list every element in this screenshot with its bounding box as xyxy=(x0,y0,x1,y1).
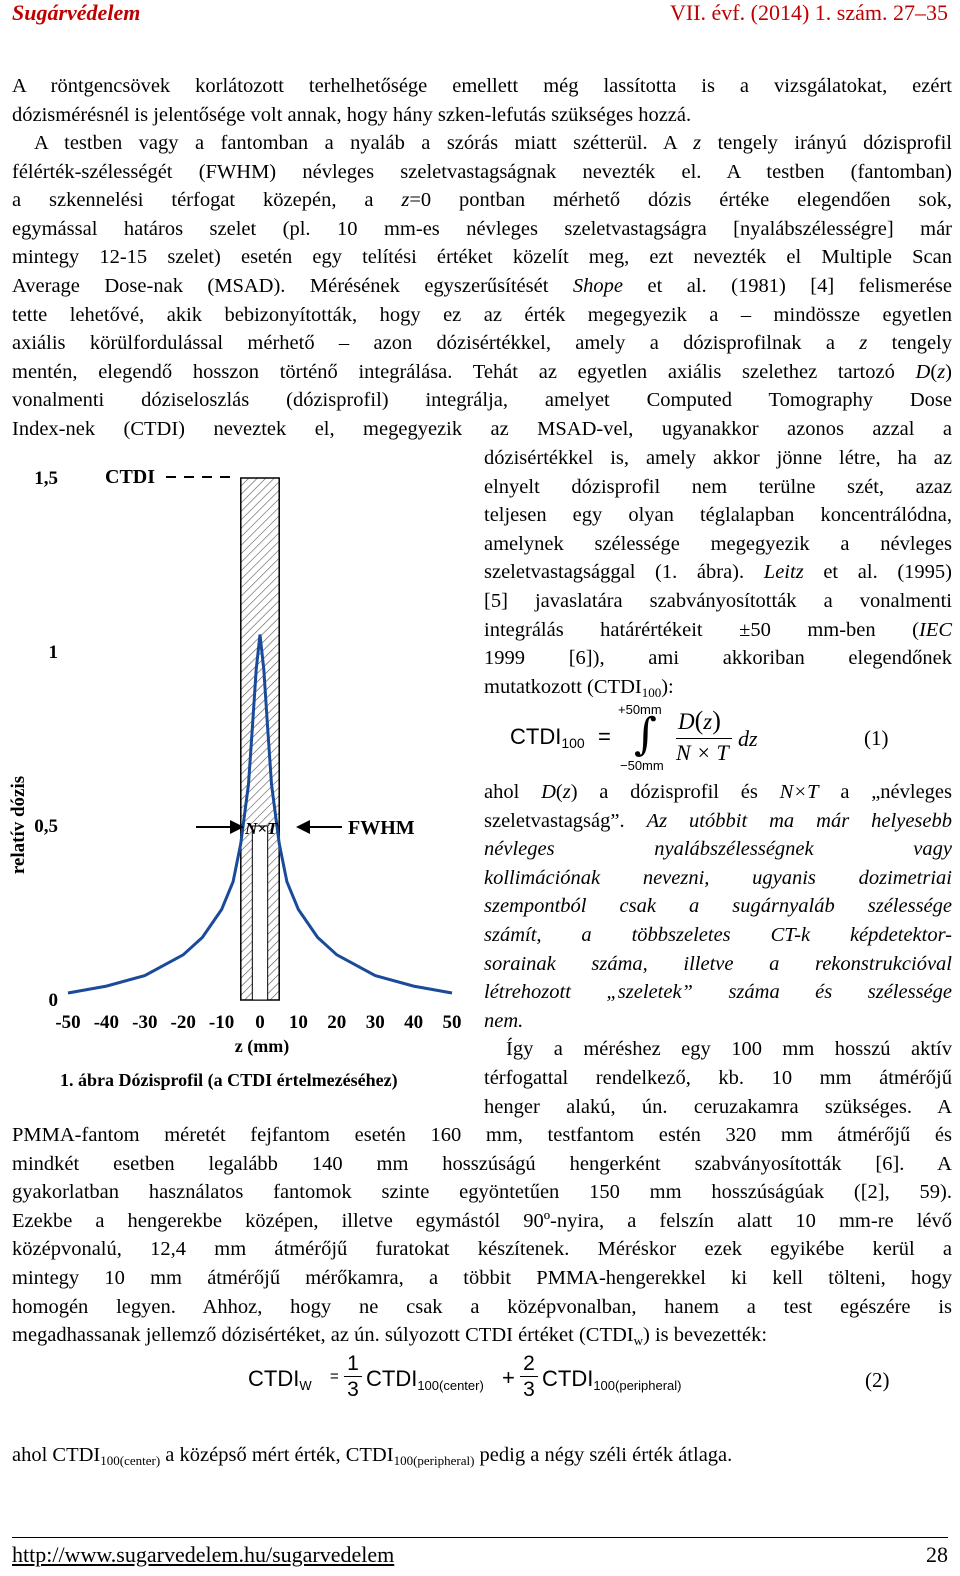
eq2-number: (2) xyxy=(865,1368,890,1392)
ctdi-rectangle xyxy=(241,478,279,1000)
text-line: létrehozott „szeletek” száma és szélessége xyxy=(484,981,952,1004)
eq2-fraction-2: 2 3 xyxy=(520,1352,538,1403)
left-arrow xyxy=(196,820,244,834)
y-tick-label: 1 xyxy=(48,642,58,663)
eq1-equals: = xyxy=(598,724,611,749)
text-line: mintegy 12-15 szelet) esetén egy telítési értéket közelít meg, ezt nevezték el Multiple Scan xyxy=(12,246,952,269)
text-line: A röntgencsövek korlátozott terhelhetősége emellett még lassította is a vizsgálatokat, ezért xyxy=(12,75,952,97)
page-number: 28 xyxy=(926,1542,948,1567)
text-line: teljesen egy olyan téglalapban koncentrálódna, xyxy=(484,504,952,527)
text-line: kollimációnak nevezni, ugyanis dozimetriai xyxy=(484,866,952,889)
x-tick-label: -10 xyxy=(208,1012,235,1033)
issue-info: VII. évf. (2014) 1. szám. 27–35 xyxy=(670,0,948,25)
figure-caption: 1. ábra Dózisprofil (a CTDI értelmezéséhez) xyxy=(60,1070,398,1090)
text-line: névleges nyalábszélességnek vagy xyxy=(484,838,952,861)
text-line: [5] javaslatára szabványosították a vonalmenti xyxy=(484,589,952,612)
x-tick-label: 20 xyxy=(327,1012,347,1033)
text-line: Ezekbe a hengerekbe középen, illetve egymástól 90º-nyira, a felszín alatt 10 mm-re lévő xyxy=(12,1209,952,1232)
text-line: Average Dose-nak (MSAD). Mérésének egyszerűsítését Shope et al. (1981) [4] felismerése xyxy=(12,274,952,297)
paragraph-1 xyxy=(12,72,952,129)
eq2-term-2: $CTDI_{100(peripheral)}$ xyxy=(542,1366,682,1393)
x-tick-label: -20 xyxy=(170,1012,196,1033)
text-line: ahol $CTDI_{100(center)}$ a középső mért érték, $CTDI_{100(peripheral)}$ pedig a négy széli érték átlaga. xyxy=(12,1444,733,1468)
paragraph-2 xyxy=(12,129,952,444)
eq1-lhs: $CTDI_{100}$ xyxy=(510,724,585,751)
x-tick-label: -30 xyxy=(132,1012,158,1033)
fwhm-blank-region xyxy=(252,826,267,1000)
eq2-plus: + xyxy=(502,1365,515,1390)
eq1-upper-limit: +50mm xyxy=(618,702,662,717)
text-line: egymással határos szelet (pl. 10 mm-es névleges szeletvastagságra [nyalábszélességre] már xyxy=(12,217,952,240)
text-line: mintegy 10 mm átmérőjű mérőkamra, a többit PMMA-hengerekkel ki kell tölteni, hogy xyxy=(12,1266,952,1289)
text-line: gyakorlatban használatos fantomok szinte egyöntetűen 150 mm hosszúságúak ([2], 59). xyxy=(12,1181,952,1204)
text-line: szeletvastagsággal (1. ábra). Leitz et al. (1995) xyxy=(484,561,952,584)
journal-title: Sugárvédelem xyxy=(12,0,141,25)
equation-2 xyxy=(248,1352,898,1416)
eq1-dz: dz xyxy=(738,726,758,751)
text-line: integrálás határértékeit ±50 mm-ben (IEC xyxy=(484,618,952,641)
text-line: térfogattal rendelkező, kb. 10 mm átmérőjű xyxy=(484,1066,952,1089)
x-axis-label: z (mm) xyxy=(234,1036,290,1056)
text-line: számít, a többszeletes CT-k képdetektor- xyxy=(484,923,952,946)
text-line: sorainak száma, illetve a rekonstrukcióval xyxy=(484,952,952,975)
right-column-2 xyxy=(484,778,952,1121)
text-line: ahol D(z) a dózisprofil és N×T a „névleges xyxy=(484,781,953,803)
eq2-fraction-1: 1 3 xyxy=(344,1352,362,1403)
text-line: homogén legyen. Ahhoz, hogy ne csak a középvonalban, hanem a test egészére is xyxy=(12,1295,952,1318)
nxt-label: N×T xyxy=(245,819,278,838)
text-line: Index-nek (CTDI) neveztek el, megegyezik az MSAD-vel, ugyanakkor azonos azzal a xyxy=(12,417,952,440)
page-header xyxy=(12,0,948,30)
text-line: PMMA-fantom méretét fejfantom esetén 160 mm, testfantom estén 320 mm átmérőjű és xyxy=(12,1124,952,1146)
eq2-term-1: $CTDI_{100(center)}$ xyxy=(366,1366,484,1393)
x-tick-label: -50 xyxy=(55,1012,81,1033)
text-line: dózismérésnél is jelentősége volt annak, hogy hány szken-lefutás szükséges hozzá. xyxy=(12,103,692,126)
text-line: mindkét esetben legalább 140 mm hosszúságú hengerként szabványosították [6]. A xyxy=(12,1152,952,1175)
text-line: mentén, elegendő hosszon történő integrálása. Tehát az egyetlen axiális szelethez tartozó D(z) xyxy=(12,360,952,383)
text-line: henger alakú, ún. ceruzakamra szükséges. A xyxy=(484,1095,952,1118)
text-line: A testben vagy a fantomban a nyaláb a szórás miatt szétterül. A z tengely irányú dózisprofil xyxy=(34,132,952,154)
y-tick-label: 0,5 xyxy=(34,816,58,837)
text-line: középvonalú, 12,4 mm átmérőjű furatokat készítenek. Méréskor ezek egyikébe kerül a xyxy=(12,1238,952,1261)
text-line: axiális körülfordulással mérhető – azon dózisértékkel, amely a dózisprofilnak a z tengely xyxy=(12,332,952,355)
text-line: dózisértékkel is, amely akkor jönne létre, ha az xyxy=(484,447,952,469)
text-line: a szkennelési térfogat közepén, a z=0 pontban mérhető dózis értéke elegendően sok, xyxy=(12,189,953,212)
fwhm-label: FWHM xyxy=(348,817,415,839)
equation-1 xyxy=(510,700,950,780)
x-tick-label: 40 xyxy=(404,1012,424,1033)
footer-url-link[interactable]: http://www.sugarvedelem.hu/sugarvedelem xyxy=(12,1542,395,1567)
y-tick-label: 0 xyxy=(48,990,58,1011)
x-tick-label: 10 xyxy=(288,1012,308,1033)
text-line: szempontból csak a sugárnyaláb szélessége xyxy=(484,895,952,918)
text-line: elnyelt dózisprofil nem terülne szét, azaz xyxy=(484,475,952,498)
text-line: vonalmenti dóziseloszlás (dózisprofil) integrálja, amelyet Computed Tomography Dose xyxy=(12,389,952,412)
eq1-fraction-bar xyxy=(676,738,732,739)
right-column xyxy=(484,444,952,707)
x-tick-label: -40 xyxy=(93,1012,120,1033)
text-line: mutatkozott $(CTDI_{100})$: xyxy=(484,675,674,700)
dose-profile-figure xyxy=(0,455,480,1095)
x-tick-labels xyxy=(55,1012,461,1033)
right-arrow xyxy=(296,820,342,834)
text-line: 1999 [6]), ami akkoriban elegendőnek xyxy=(484,647,952,670)
ctdi-label: CTDI xyxy=(105,466,156,488)
text-line: Így a méréshez egy 100 mm hosszú aktív xyxy=(506,1038,952,1061)
y-tick-labels xyxy=(34,468,58,1011)
x-tick-label: 30 xyxy=(365,1012,385,1033)
text-line: megadhassanak jellemző dózisértéket, az ún. súlyozott CTDI értéket $(CTDI_w)$ is bevezették: xyxy=(12,1324,768,1349)
x-tick-label: 50 xyxy=(442,1012,462,1033)
paragraph-3 xyxy=(12,1121,952,1356)
paragraph-4 xyxy=(12,1441,952,1476)
text-line: nem. xyxy=(484,1009,524,1032)
eq2-equals: = xyxy=(330,1368,339,1385)
eq1-integral-sign: ∫ xyxy=(634,709,657,760)
y-tick-label: 1,5 xyxy=(34,468,58,489)
y-axis-label: relatív dózis xyxy=(8,775,29,875)
eq1-lower-limit: −50mm xyxy=(620,758,664,773)
text-line: tette lehetővé, akik bebizonyították, hogy ez az érték megegyezik a – mindössze egyetlen xyxy=(12,303,952,326)
x-tick-label: 0 xyxy=(255,1012,265,1033)
page-footer xyxy=(12,1537,948,1572)
eq1-numerator: D(z) xyxy=(678,706,721,735)
eq1-denominator: N × T xyxy=(676,740,729,765)
eq1-number: (1) xyxy=(864,726,889,750)
text-line: amelynek szélessége megegyezik a névleges xyxy=(484,532,952,555)
eq2-lhs: $CTDI_W$ xyxy=(248,1366,312,1393)
text-line: szeletvastagság”. Az utóbbit ma már helyesebb xyxy=(484,809,952,832)
text-line: félérték-szélességét (FWHM) névleges szeletvastagságnak nevezték el. A testben (fantomban) xyxy=(12,160,952,183)
